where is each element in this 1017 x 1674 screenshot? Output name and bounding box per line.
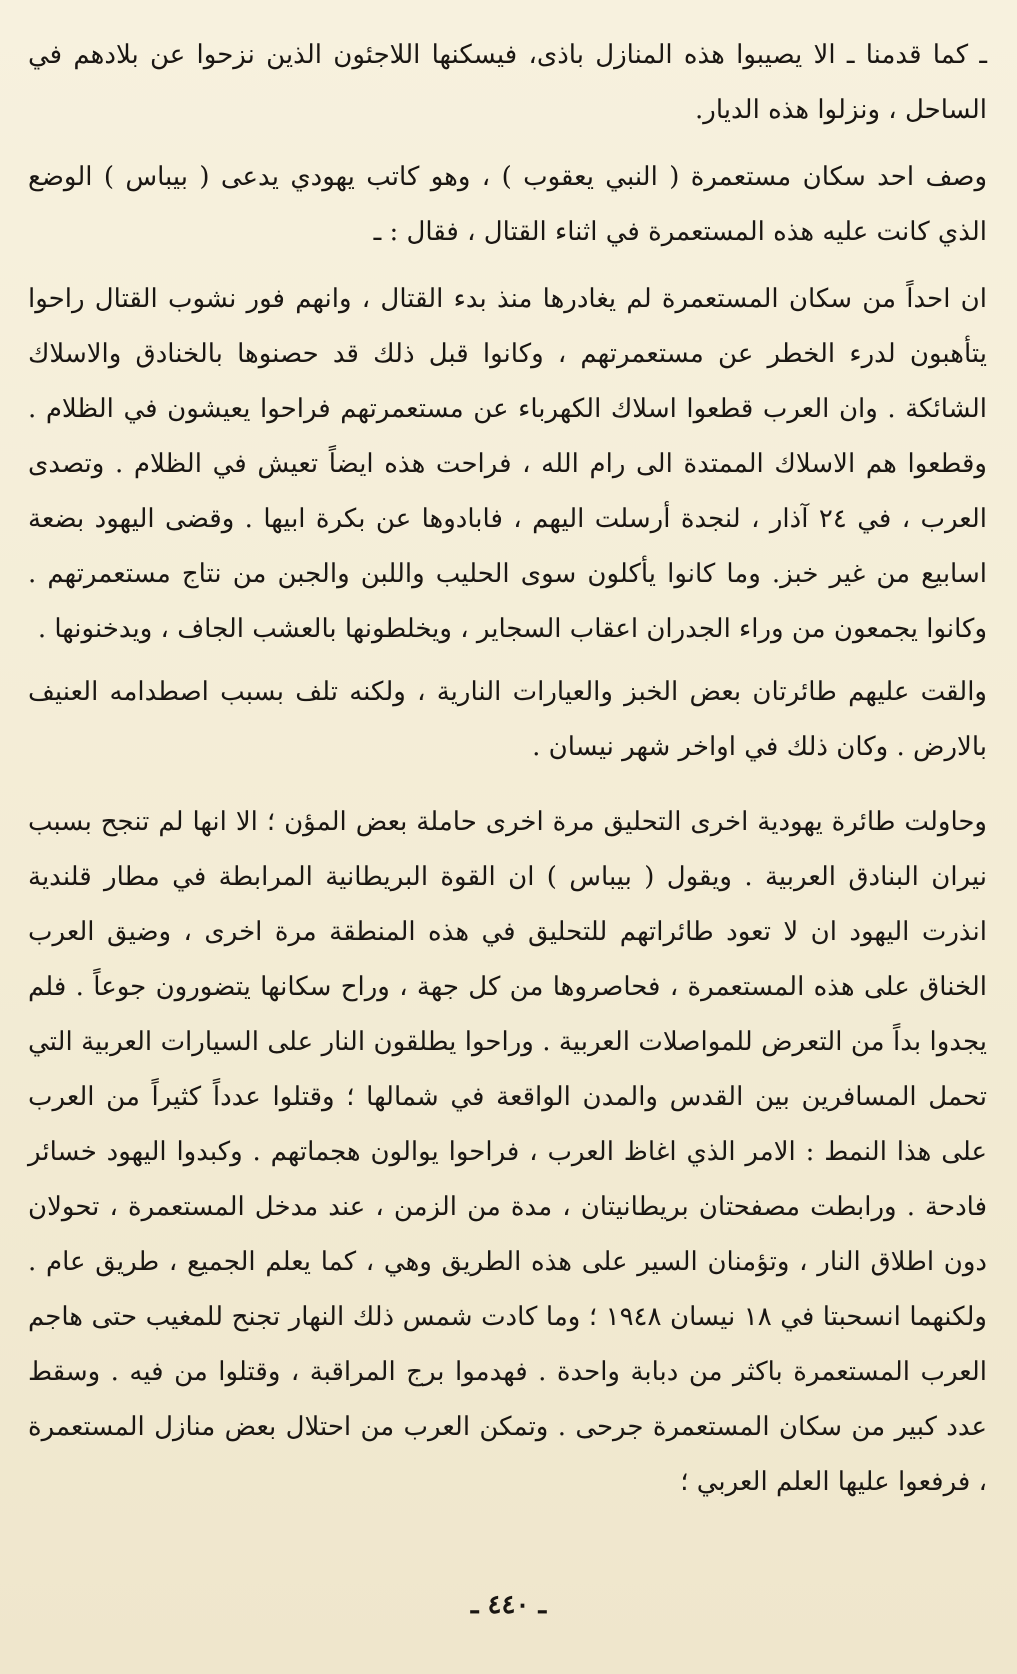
paragraph-2: وصف احد سكان مستعمرة ( النبي يعقوب ) ، وهو كاتب يهودي يدعى ( بيباس ) الوضع الذي كانت عليه هذه المستعمرة في اثناء القتال ، فقال : ـ [28,162,987,247]
paragraph-3: ان احداً من سكان المستعمرة لم يغادرها منذ بدء القتال ، وانهم فور نشوب القتال راحوا يتأهبون لدرء الخطر عن مستعمرتهم ، وكانوا قبل ذلك قد حصنوها بالخنادق والاسلاك الشائكة . وان العرب قطعوا اسلاك الكهرباء عن مستعمرتهم فراحوا يعيشون في الظلام . وقطعوا هم الاسلاك الممتدة الى رام الله ، فراحت هذه ايضاً تعيش في الظلام . وتصدى العرب ، في ٢٤ آذار ، لنجدة أرسلت اليهم ، فابادوها عن بكرة ابيها . وقضى اليهود بضعة اسابيع من غير خبز. وما كانوا يأكلون سوى الحليب واللبن والجبن من نتاج مستعمرتهم . وكانوا يجمعون من وراء الجدران اعقاب السجاير ، ويخلطونها بالعشب الجاف ، ويدخنونها . [28,284,988,644]
paragraph-4: والقت عليهم طائرتان بعض الخبز والعيارات النارية ، ولكنه تلف بسبب اصطدامه العنيف بالارض . وكان ذلك في اواخر شهر نيسان . [28,677,987,762]
paragraph-1: ـ كما قدمنا ـ الا يصيبوا هذه المنازل باذى، فيسكنها اللاجئون الذين نزحوا عن بلادهم في الساحل ، ونزلوا هذه الديار. [28,40,987,125]
paragraph-5: وحاولت طائرة يهودية اخرى التحليق مرة اخرى حاملة بعض المؤن ؛ الا انها لم تنجح بسبب نيران البنادق العربية . ويقول ( بيباس ) ان القوة البريطانية المرابطة في مطار قلندية انذرت اليهود ان لا تعود طائراتهم للتحليق في هذه المنطقة مرة اخرى ، وضيق العرب الخناق على هذه المستعمرة ، فحاصروها من كل جهة ، وراح سكانها يتضورون جوعاً . فلم يجدوا بداً من التعرض للمواصلات العربية . وراحوا يطلقون النار على السيارات العربية التي تحمل المسافرين بين القدس والمدن الواقعة في شمالها ؛ وقتلوا عدداً كثيراً من العرب على هذا النمط : الامر الذي اغاظ العرب ، فراحوا يوالون هجماتهم . وكبدوا اليهود خسائر فادحة . ورابطت مصفحتان بريطانيتان ، مدة من الزمن ، عند مدخل المستعمرة ، تحولان دون اطلاق النار ، وتؤمنان السير على هذه الطريق وهي ، كما يعلم الجميع ، طريق عام . ولكنهما انسحبتا في ١٨ نيسان ١٩٤٨ ؛ وما كادت شمس ذلك النهار تجنح للمغيب حتى هاجم العرب المستعمرة باكثر من دبابة واحدة . فهدموا برج المراقبة ، وقتلوا من فيه . وسقط عدد كبير من سكان المستعمرة جرحى . وتمكن العرب من احتلال بعض منازل المستعمرة ، فرفعوا عليها العلم العربي ؛ [28,807,987,1497]
body-text [28,28,987,1510]
page-number: ـ ٤٤٠ ـ [470,1590,547,1620]
